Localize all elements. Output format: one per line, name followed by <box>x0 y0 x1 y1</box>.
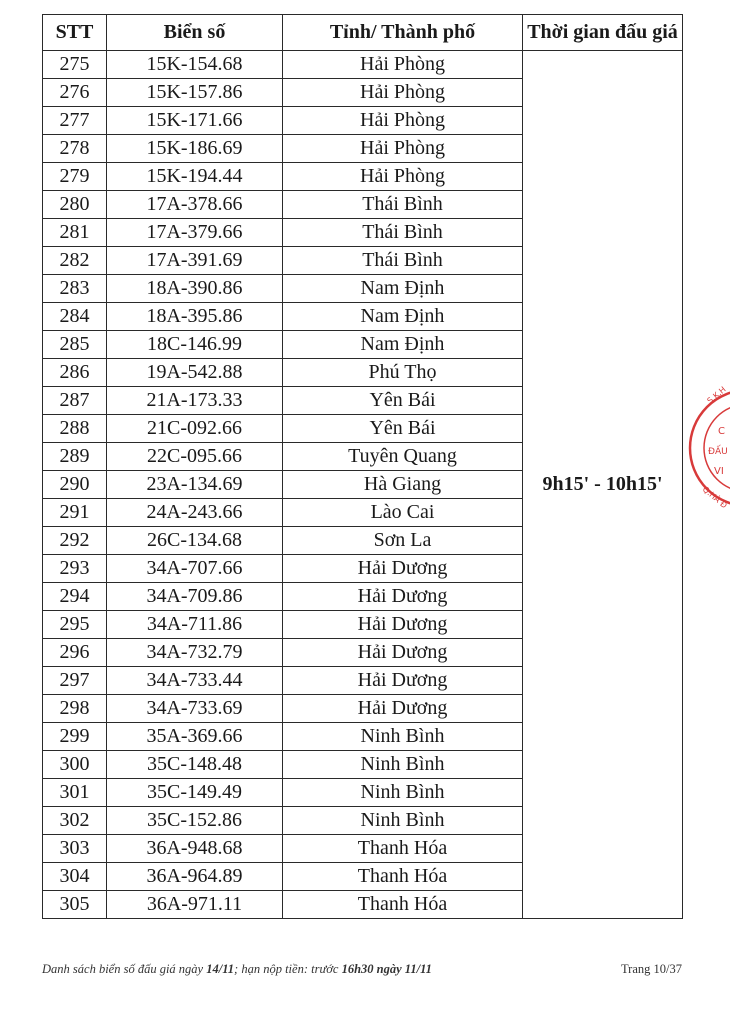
cell-stt: 279 <box>43 163 107 191</box>
cell-plate: 26C-134.68 <box>107 527 283 555</box>
cell-plate: 22C-095.66 <box>107 443 283 471</box>
cell-province: Ninh Bình <box>283 779 523 807</box>
stamp-text-top: S.K.H <box>705 384 728 406</box>
cell-province: Hải Phòng <box>283 163 523 191</box>
cell-stt: 296 <box>43 639 107 667</box>
cell-province: Thái Bình <box>283 219 523 247</box>
cell-plate: 15K-171.66 <box>107 107 283 135</box>
cell-stt: 298 <box>43 695 107 723</box>
cell-stt: 290 <box>43 471 107 499</box>
cell-province: Hải Dương <box>283 695 523 723</box>
cell-province: Hải Phòng <box>283 79 523 107</box>
footer-deadline: 16h30 ngày 11/11 <box>341 962 432 976</box>
red-stamp-seal <box>688 378 730 518</box>
cell-plate: 24A-243.66 <box>107 499 283 527</box>
cell-province: Hà Giang <box>283 471 523 499</box>
cell-stt: 278 <box>43 135 107 163</box>
cell-stt: 293 <box>43 555 107 583</box>
header-province: Tỉnh/ Thành phố <box>283 15 523 51</box>
cell-province: Sơn La <box>283 527 523 555</box>
stamp-text-mid-3: VI <box>714 466 724 477</box>
cell-plate: 34A-733.69 <box>107 695 283 723</box>
cell-stt: 303 <box>43 835 107 863</box>
cell-province: Nam Định <box>283 331 523 359</box>
cell-stt: 288 <box>43 415 107 443</box>
cell-province: Thanh Hóa <box>283 891 523 919</box>
cell-province: Ninh Bình <box>283 751 523 779</box>
cell-stt: 302 <box>43 807 107 835</box>
cell-stt: 284 <box>43 303 107 331</box>
cell-plate: 19A-542.88 <box>107 359 283 387</box>
footer-note <box>42 962 432 977</box>
cell-plate: 23A-134.69 <box>107 471 283 499</box>
cell-province: Yên Bái <box>283 415 523 443</box>
cell-province: Thái Bình <box>283 247 523 275</box>
cell-province: Hải Phòng <box>283 135 523 163</box>
cell-province: Thanh Hóa <box>283 835 523 863</box>
cell-plate: 17A-378.66 <box>107 191 283 219</box>
cell-plate: 34A-733.44 <box>107 667 283 695</box>
cell-plate: 21A-173.33 <box>107 387 283 415</box>
cell-stt: 275 <box>43 51 107 79</box>
cell-province: Hải Phòng <box>283 107 523 135</box>
cell-stt: 304 <box>43 863 107 891</box>
cell-plate: 15K-186.69 <box>107 135 283 163</box>
cell-plate: 35C-149.49 <box>107 779 283 807</box>
cell-province: Nam Định <box>283 303 523 331</box>
plate-auction-table <box>42 14 683 919</box>
cell-plate: 34A-707.66 <box>107 555 283 583</box>
table-body <box>43 51 683 919</box>
header-stt: STT <box>43 15 107 51</box>
page-number: Trang 10/37 <box>620 962 682 976</box>
cell-stt: 276 <box>43 79 107 107</box>
cell-plate: 17A-391.69 <box>107 247 283 275</box>
cell-province: Nam Định <box>283 275 523 303</box>
cell-province: Hải Phòng <box>283 51 523 79</box>
footer-date: 14/11 <box>206 962 235 976</box>
table-header-row <box>43 15 683 51</box>
table-row <box>43 51 683 79</box>
cell-stt: 286 <box>43 359 107 387</box>
cell-stt: 301 <box>43 779 107 807</box>
cell-province: Hải Dương <box>283 611 523 639</box>
cell-stt: 291 <box>43 499 107 527</box>
cell-province: Phú Thọ <box>283 359 523 387</box>
cell-plate: 18A-390.86 <box>107 275 283 303</box>
cell-plate: 36A-964.89 <box>107 863 283 891</box>
cell-plate: 36A-948.68 <box>107 835 283 863</box>
cell-stt: 297 <box>43 667 107 695</box>
cell-province: Ninh Bình <box>283 807 523 835</box>
cell-stt: 289 <box>43 443 107 471</box>
cell-province: Tuyên Quang <box>283 443 523 471</box>
cell-stt: 287 <box>43 387 107 415</box>
cell-stt: 300 <box>43 751 107 779</box>
footer-text-1: Danh sách biển số đấu giá ngày <box>42 962 207 976</box>
stamp-text-mid-1: C <box>718 426 725 437</box>
cell-stt: 299 <box>43 723 107 751</box>
cell-province: Hải Dương <box>283 555 523 583</box>
cell-plate: 35A-369.66 <box>107 723 283 751</box>
cell-stt: 295 <box>43 611 107 639</box>
page-footer <box>42 962 682 980</box>
cell-plate: 15K-157.86 <box>107 79 283 107</box>
cell-plate: 15K-194.44 <box>107 163 283 191</box>
cell-plate: 35C-148.48 <box>107 751 283 779</box>
cell-plate: 15K-154.68 <box>107 51 283 79</box>
cell-plate: 36A-971.11 <box>107 891 283 919</box>
cell-province: Thái Bình <box>283 191 523 219</box>
cell-stt: 283 <box>43 275 107 303</box>
cell-province: Lào Cai <box>283 499 523 527</box>
cell-stt: 277 <box>43 107 107 135</box>
cell-stt: 292 <box>43 527 107 555</box>
cell-province: Hải Dương <box>283 639 523 667</box>
cell-plate: 34A-709.86 <box>107 583 283 611</box>
cell-province: Hải Dương <box>283 667 523 695</box>
cell-plate: 35C-152.86 <box>107 807 283 835</box>
cell-province: Thanh Hóa <box>283 863 523 891</box>
cell-stt: 281 <box>43 219 107 247</box>
cell-province: Ninh Bình <box>283 723 523 751</box>
cell-province: Hải Dương <box>283 583 523 611</box>
cell-plate: 21C-092.66 <box>107 415 283 443</box>
cell-stt: 285 <box>43 331 107 359</box>
cell-stt: 282 <box>43 247 107 275</box>
header-plate: Biển số <box>107 15 283 51</box>
header-auction-time: Thời gian đấu giá <box>523 15 683 51</box>
cell-auction-time: 9h15' - 10h15' <box>523 51 683 919</box>
cell-plate: 34A-732.79 <box>107 639 283 667</box>
stamp-icon <box>688 378 730 518</box>
cell-plate: 17A-379.66 <box>107 219 283 247</box>
cell-stt: 294 <box>43 583 107 611</box>
stamp-text-bottom: Q.HÀ Đ <box>700 484 729 511</box>
cell-stt: 305 <box>43 891 107 919</box>
cell-plate: 34A-711.86 <box>107 611 283 639</box>
stamp-text-mid-2: ĐẤU <box>708 447 728 457</box>
footer-text-2: ; hạn nộp tiền: trước <box>234 962 342 976</box>
cell-plate: 18C-146.99 <box>107 331 283 359</box>
cell-province: Yên Bái <box>283 387 523 415</box>
cell-plate: 18A-395.86 <box>107 303 283 331</box>
cell-stt: 280 <box>43 191 107 219</box>
